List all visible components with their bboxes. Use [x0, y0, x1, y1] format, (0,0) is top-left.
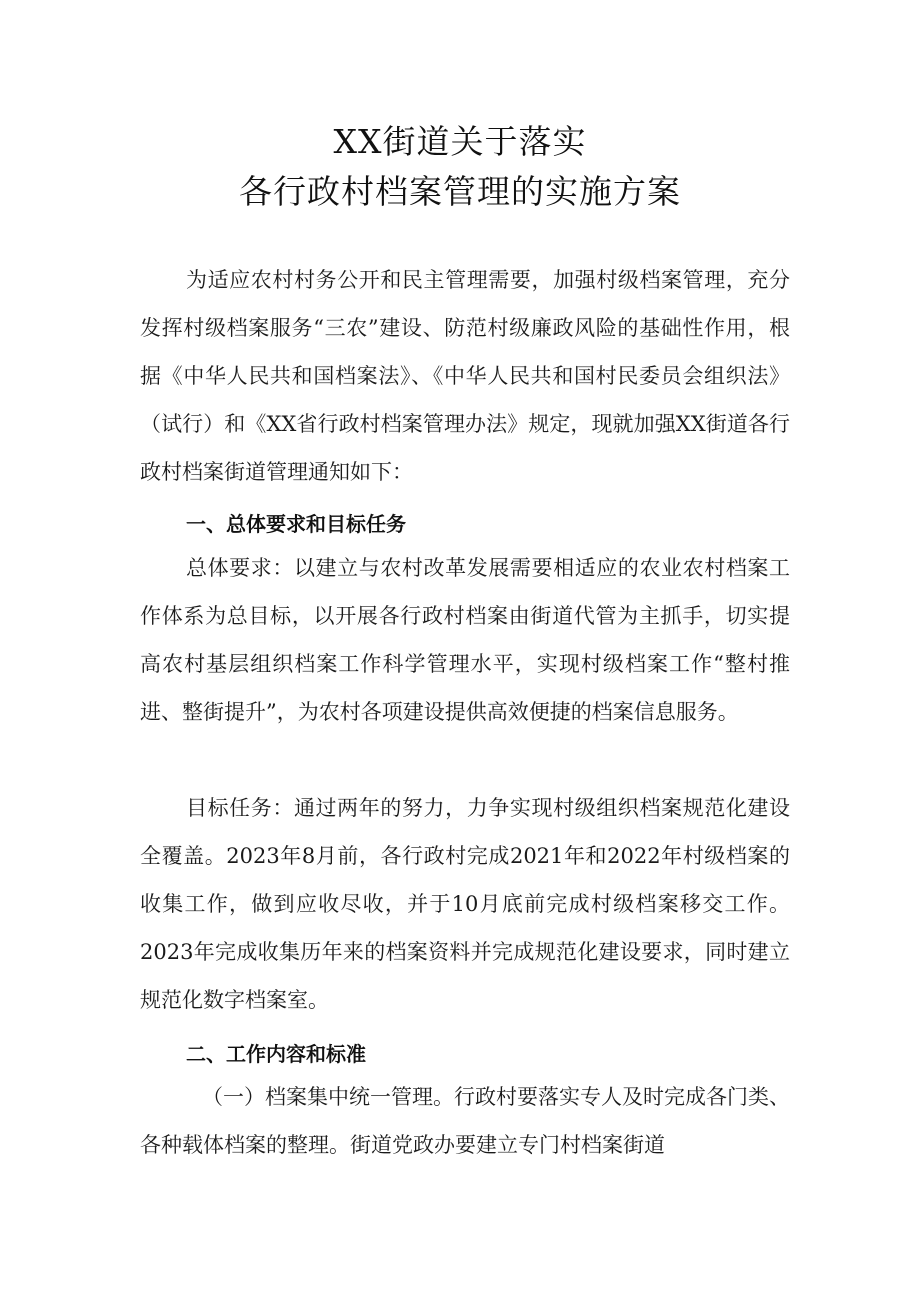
document-title-line2: 各行政村档案管理的实施方案 [239, 172, 681, 211]
target-tasks-paragraph: 目标任务：通过两年的努力，力争实现村级组织档案规范化建设全覆盖。2023年8月前，各行政村完成2021年和2022年村级档案的收集工作，做到应收尽收，并于10月底前完成村级档案移交工作。2023年完成收集历年来的档案资料并完成规范化建设要求，同时建立规范化数字档案室。 [140, 796, 790, 1012]
section1-heading: 一、总体要求和目标任务 [186, 512, 406, 536]
overall-requirement-paragraph: 总体要求：以建立与农村改革发展需要相适应的农业农村档案工作体系为总目标，以开展各行政村档案由街道代管为主抓手，切实提高农村基层组织档案工作科学管理水平，实现村级档案工作“整村推进、整街提升”，为农村各项建设提供高效便捷的档案信息服务。 [140, 556, 790, 724]
section2-heading: 二、工作内容和标准 [186, 1042, 366, 1066]
intro-block [140, 256, 790, 496]
target-tasks-block [140, 784, 790, 1024]
intro-paragraph: 为适应农村村务公开和民主管理需要，加强村级档案管理，充分发挥村级档案服务“三农”建设、防范村级廉政风险的基础性作用，根据《中华人民共和国档案法》、《中华人民共和国村民委员会组织法》（试行）和《XX省行政村档案管理办法》规定，现就加强XX街道各行政村档案街道管理通知如下： [140, 268, 790, 484]
item1-block [140, 1073, 790, 1169]
overall-requirement-block [140, 544, 790, 736]
document-title-line1: XX街道关于落实 [333, 122, 587, 161]
item1-paragraph: （一）档案集中统一管理。行政村要落实专人及时完成各门类、各种载体档案的整理。街道党政办要建立专门村档案街道 [140, 1085, 790, 1157]
